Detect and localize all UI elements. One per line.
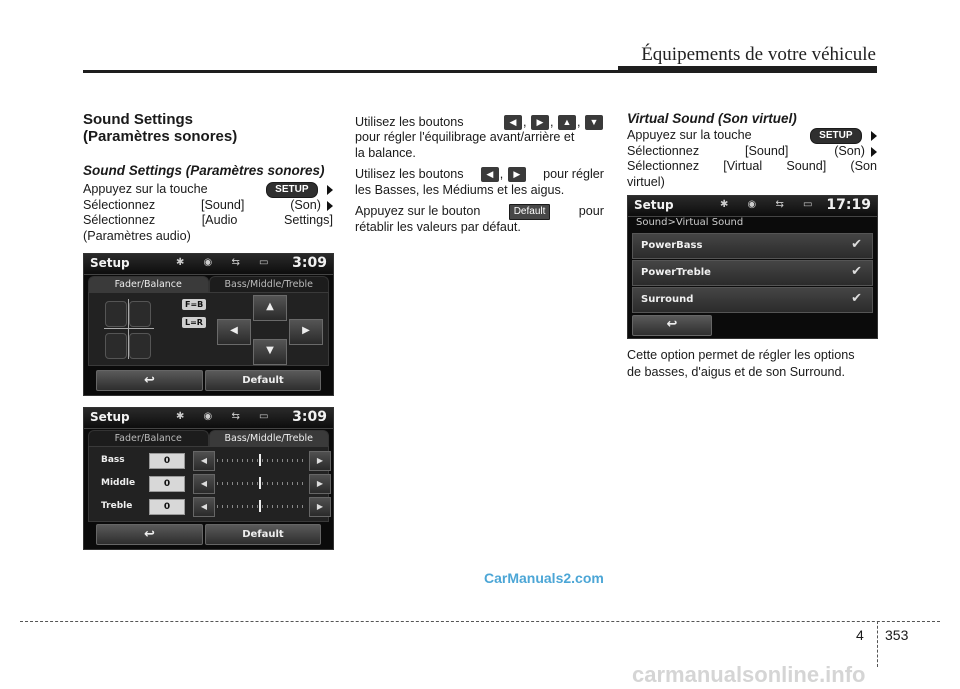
setup-badge: SETUP bbox=[266, 182, 317, 198]
eq-value: 0 bbox=[149, 453, 185, 469]
eq-slider-track[interactable] bbox=[217, 459, 305, 462]
heading-line-1: Sound Settings bbox=[83, 111, 193, 128]
comma: , bbox=[550, 115, 554, 129]
eq-decrease-button[interactable]: ◀ bbox=[193, 474, 215, 494]
watermark-link[interactable]: CarManuals2.com bbox=[484, 570, 604, 586]
arrow-right-icon bbox=[327, 201, 333, 211]
sub-heading-virtual-sound: Virtual Sound (Son virtuel) bbox=[627, 111, 797, 126]
checkmark-icon[interactable]: ✔ bbox=[851, 237, 862, 252]
mid-line-1 bbox=[355, 115, 604, 130]
bottom-watermark: carmanualsonline.info bbox=[632, 662, 866, 687]
screen-clock: 3:09 bbox=[292, 409, 327, 425]
option-label: Surround bbox=[641, 294, 694, 305]
screen-clock: 17:19 bbox=[826, 197, 871, 213]
footer-divider bbox=[20, 621, 940, 622]
back-button[interactable]: ↩ bbox=[632, 315, 712, 336]
header-title: Équipements de votre véhicule bbox=[641, 44, 876, 65]
mid-text: Appuyez sur le bouton bbox=[355, 204, 481, 219]
screen-tabs bbox=[88, 276, 329, 292]
eq-value: 0 bbox=[149, 476, 185, 492]
balance-crosshair-h bbox=[104, 328, 154, 329]
eq-slider-knob[interactable] bbox=[259, 477, 261, 489]
arrow-buttons-group bbox=[503, 115, 604, 130]
comma: , bbox=[523, 115, 527, 129]
checkmark-icon[interactable]: ✔ bbox=[851, 291, 862, 306]
eq-row-treble bbox=[101, 497, 324, 517]
mid-line-6 bbox=[355, 204, 604, 220]
arrow-up-icon: ▲ bbox=[558, 115, 576, 130]
eq-increase-button[interactable]: ▶ bbox=[309, 497, 331, 517]
arrow-right-icon bbox=[327, 185, 333, 195]
instruction-word: (Son) bbox=[834, 144, 865, 158]
instruction-word: [Sound] bbox=[200, 198, 245, 212]
instruction-word: [Audio bbox=[201, 213, 238, 228]
default-button[interactable]: Default bbox=[205, 370, 321, 391]
right-line-2 bbox=[627, 144, 877, 159]
mid-line-5: les Basses, les Médiums et les aigus. bbox=[355, 182, 565, 197]
screen-status-bar bbox=[84, 254, 333, 275]
checkmark-icon[interactable]: ✔ bbox=[851, 264, 862, 279]
arrow-right-icon bbox=[871, 147, 877, 157]
seat-rear-left bbox=[105, 333, 127, 359]
mid-text: pour bbox=[578, 204, 604, 219]
chapter-number: 4 bbox=[856, 627, 864, 643]
default-badge: Default bbox=[509, 204, 551, 220]
balance-right-button[interactable]: ▶ bbox=[289, 319, 323, 345]
screen-button-bar bbox=[96, 370, 321, 391]
eq-increase-button[interactable]: ▶ bbox=[309, 474, 331, 494]
bass-middle-treble-screenshot bbox=[83, 407, 334, 550]
section-heading bbox=[83, 111, 333, 145]
instruction-word: [Virtual bbox=[723, 159, 763, 174]
left-instructions bbox=[83, 182, 333, 244]
arrow-left-icon: ◀ bbox=[504, 115, 522, 130]
sub-heading: Sound Settings (Paramètres sonores) bbox=[83, 163, 325, 178]
balance-left-button[interactable]: ◀ bbox=[217, 319, 251, 345]
eq-label: Bass bbox=[101, 455, 125, 465]
option-powertreble[interactable] bbox=[632, 260, 873, 286]
back-button[interactable]: ↩ bbox=[96, 370, 203, 391]
setup-badge: SETUP bbox=[810, 128, 861, 144]
eq-increase-button[interactable]: ▶ bbox=[309, 451, 331, 471]
arrow-right-icon bbox=[871, 131, 877, 141]
mid-line-7: rétablir les valeurs par défaut. bbox=[355, 220, 521, 235]
default-button[interactable]: Default bbox=[205, 524, 321, 545]
setup-key-ref bbox=[266, 182, 333, 198]
screen-status-bar bbox=[84, 408, 333, 429]
instruction-word: Sélectionnez bbox=[83, 213, 156, 228]
fader-balance-screenshot bbox=[83, 253, 334, 396]
screen-title: Setup bbox=[90, 410, 130, 424]
instruction-word: Sélectionnez bbox=[83, 198, 156, 212]
option-surround[interactable] bbox=[632, 287, 873, 313]
header-rule bbox=[83, 70, 877, 73]
eq-slider-track[interactable] bbox=[217, 505, 305, 508]
option-label: PowerTreble bbox=[641, 267, 711, 278]
instruction-word: Sélectionnez bbox=[627, 144, 700, 158]
instruction-line-4 bbox=[83, 229, 333, 244]
instruction-word: (Paramètres audio) bbox=[83, 228, 191, 243]
eq-slider-knob[interactable] bbox=[259, 454, 261, 466]
instruction-word: [Sound] bbox=[744, 144, 789, 158]
screen-title: Setup bbox=[90, 256, 130, 270]
eq-label: Middle bbox=[101, 478, 136, 488]
instruction-line-1 bbox=[83, 182, 333, 198]
virtual-sound-screenshot bbox=[627, 195, 878, 339]
left-right-label: L=R bbox=[182, 317, 206, 328]
option-powerbass[interactable] bbox=[632, 233, 873, 259]
option-label: PowerBass bbox=[641, 240, 703, 251]
setup-key-ref bbox=[810, 128, 877, 144]
eq-slider-track[interactable] bbox=[217, 482, 305, 485]
screen-button-bar bbox=[96, 524, 321, 545]
tab-fader-balance[interactable]: Fader/Balance bbox=[88, 430, 209, 446]
arrow-buttons-group bbox=[480, 167, 527, 182]
status-icons: ✱ ◉ ⇆ ▭ bbox=[176, 411, 277, 422]
tab-fader-balance[interactable]: Fader/Balance bbox=[88, 276, 209, 292]
seat-rear-right bbox=[129, 333, 151, 359]
caption-line-2: de basses, d'aigus et de son Surround. bbox=[627, 365, 846, 379]
instruction-word: Sound] bbox=[786, 159, 827, 174]
heading-line-2: (Paramètres sonores) bbox=[83, 128, 238, 145]
virtual-sound-caption bbox=[627, 347, 879, 381]
instruction-word: Sélectionnez bbox=[627, 159, 700, 174]
mid-line-4 bbox=[355, 167, 604, 182]
mid-line-3: la balance. bbox=[355, 145, 416, 160]
mid-text: Utilisez les boutons bbox=[355, 115, 464, 129]
instruction-word-group bbox=[834, 144, 877, 159]
caption-line-1: Cette option permet de régler les options bbox=[627, 348, 855, 362]
instruction-text: Appuyez sur la touche bbox=[627, 128, 752, 143]
status-icons: ✱ ◉ ⇆ ▭ bbox=[176, 257, 277, 268]
eq-row-bass bbox=[101, 451, 324, 471]
seat-front-left bbox=[105, 301, 127, 327]
fader-up-button[interactable]: ▲ bbox=[253, 295, 287, 321]
mid-line-2: pour régler l'équilibrage avant/arrière et bbox=[355, 130, 575, 145]
breadcrumb: Sound>Virtual Sound bbox=[636, 217, 744, 228]
instruction-word: (Son bbox=[850, 159, 877, 174]
arrow-down-icon: ▼ bbox=[585, 115, 603, 130]
back-button[interactable]: ↩ bbox=[96, 524, 203, 545]
eq-label: Treble bbox=[101, 501, 133, 511]
front-back-label: F=B bbox=[182, 299, 206, 310]
page-number: 353 bbox=[885, 627, 909, 643]
footer-vertical-divider bbox=[877, 621, 878, 667]
right-line-3 bbox=[627, 159, 877, 174]
comma: , bbox=[577, 115, 581, 129]
screen-clock: 3:09 bbox=[292, 255, 327, 271]
eq-row-middle bbox=[101, 474, 324, 494]
arrow-right-icon: ▶ bbox=[508, 167, 526, 182]
right-line-4: virtuel) bbox=[627, 174, 665, 189]
tab-bass-middle-treble[interactable]: Bass/Middle/Treble bbox=[209, 430, 330, 446]
right-column bbox=[627, 111, 877, 190]
fader-down-button[interactable]: ▼ bbox=[253, 339, 287, 365]
eq-decrease-button[interactable]: ◀ bbox=[193, 451, 215, 471]
tab-bass-middle-treble[interactable]: Bass/Middle/Treble bbox=[209, 276, 330, 292]
instruction-word: (Son) bbox=[290, 198, 321, 212]
balance-crosshair-v bbox=[128, 299, 129, 359]
instruction-line-3 bbox=[83, 213, 333, 228]
right-instructions bbox=[627, 128, 877, 190]
screen-status-bar bbox=[628, 196, 877, 217]
seat-front-right bbox=[129, 301, 151, 327]
arrow-left-icon: ◀ bbox=[481, 167, 499, 182]
eq-slider-knob[interactable] bbox=[259, 500, 261, 512]
screen-title: Setup bbox=[634, 198, 674, 212]
arrow-right-icon: ▶ bbox=[531, 115, 549, 130]
middle-column bbox=[355, 115, 604, 235]
status-icons: ✱ ◉ ⇆ ▭ bbox=[720, 199, 821, 210]
screen-tabs bbox=[88, 430, 329, 446]
eq-decrease-button[interactable]: ◀ bbox=[193, 497, 215, 517]
comma: , bbox=[499, 167, 504, 182]
instruction-word: Settings] bbox=[283, 213, 333, 228]
mid-text: pour régler bbox=[543, 167, 604, 182]
eq-value: 0 bbox=[149, 499, 185, 515]
left-column bbox=[83, 111, 333, 244]
instruction-word-group bbox=[290, 198, 333, 213]
mid-text: Utilisez les boutons bbox=[355, 167, 464, 182]
instruction-text: Appuyez sur la touche bbox=[83, 182, 208, 197]
eq-panel bbox=[88, 446, 329, 522]
fader-panel bbox=[88, 292, 329, 366]
right-line-1 bbox=[627, 128, 877, 144]
instruction-line-2 bbox=[83, 198, 333, 213]
